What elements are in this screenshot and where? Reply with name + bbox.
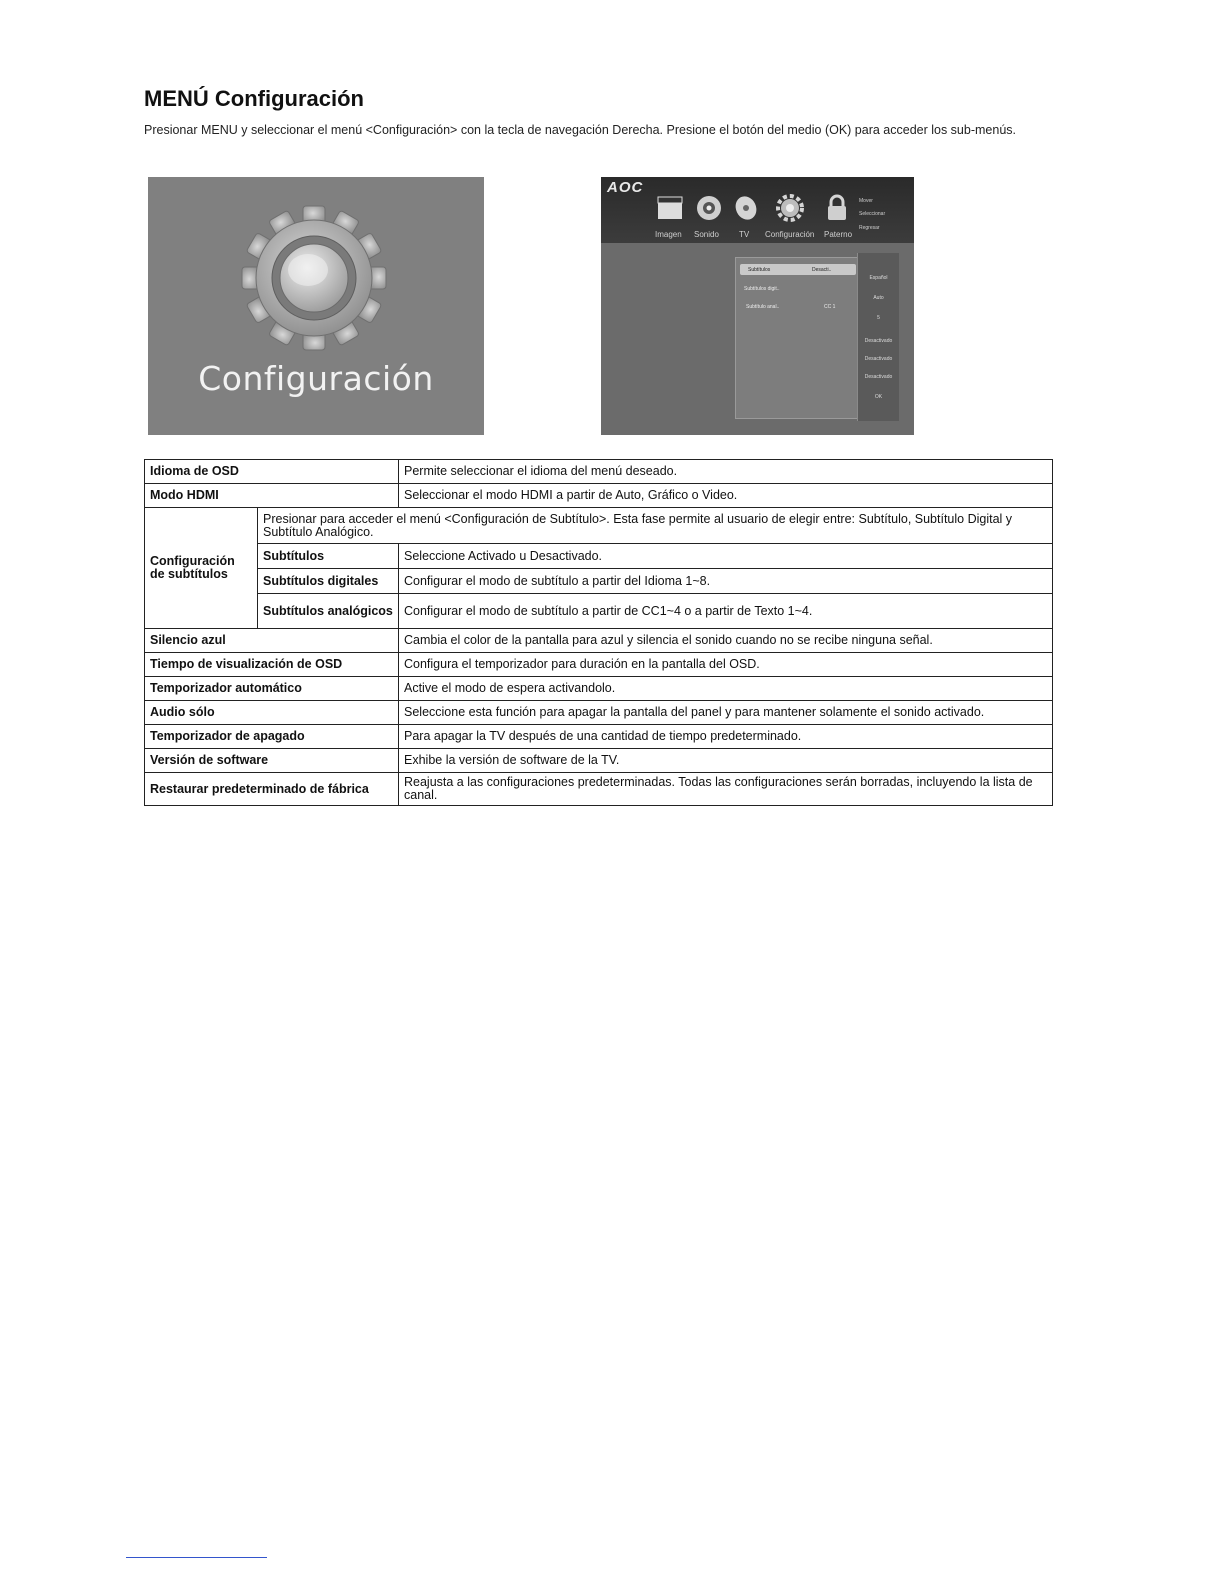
table-row (145, 677, 1053, 701)
page-title: MENÚ Configuración (144, 86, 364, 111)
osd-side-item: Auto (873, 295, 884, 301)
row-label: Temporizador automático (145, 677, 399, 701)
clapperboard-icon (656, 193, 684, 223)
table-row (145, 484, 1053, 508)
table-row (145, 773, 1053, 806)
row-label: Restaurar predeterminado de fábrica (145, 773, 399, 806)
osd-side-item: OK (874, 394, 883, 400)
satellite-dish-icon (732, 193, 760, 223)
gear-icon (776, 193, 804, 223)
osd-side-values (857, 253, 899, 421)
settings-table (144, 459, 1053, 806)
osd-top-bar (601, 177, 914, 243)
row-label: Silencio azul (145, 629, 399, 653)
osd-row-analog (740, 304, 856, 315)
group-label: Configuración de subtítulos (145, 508, 258, 629)
osd-legend-select: Seleccionar (859, 211, 886, 217)
table-row (145, 749, 1053, 773)
row-desc: Active el modo de espera activandolo. (399, 677, 1053, 701)
osd-tab-configuracion: Configuración (765, 230, 815, 239)
row-desc: Configurar el modo de subtítulo a partir de CC1~4 o a partir de Texto 1~4. (399, 594, 1053, 629)
osd-side-item: Español (869, 275, 888, 281)
row-label: Tiempo de visualización de OSD (145, 653, 399, 677)
osd-row-value: CC 1 (824, 304, 836, 310)
osd-side-item: Desactivado (864, 356, 893, 362)
row-desc: Configura el temporizador para duración en la pantalla del OSD. (399, 653, 1053, 677)
padlock-icon (823, 193, 851, 223)
table-row (145, 629, 1053, 653)
table-row (145, 508, 1053, 544)
footnote-rule (126, 1557, 267, 1558)
intro-paragraph: Presionar MENU y seleccionar el menú <Configuración> con la tecla de navegación Derecha. Presione el botón del medio (OK) para acceder los sub-menús. (144, 123, 1016, 137)
row-desc: Permite seleccionar el idioma del menú deseado. (399, 460, 1053, 484)
row-desc: Cambia el color de la pantalla para azul y silencia el sonido cuando no se recibe ninguna señal. (399, 629, 1053, 653)
row-desc: Seleccione Activado u Desactivado. (399, 544, 1053, 569)
osd-row-label: Subtítulos digit.. (744, 286, 780, 292)
row-desc: Configurar el modo de subtítulo a partir del Idioma 1~8. (399, 569, 1053, 594)
row-label: Temporizador de apagado (145, 725, 399, 749)
table-row (145, 544, 1053, 569)
osd-selected-row (740, 264, 856, 275)
table-row (145, 569, 1053, 594)
osd-tab-imagen: Imagen (655, 230, 682, 239)
group-intro: Presionar para acceder el menú <Configuración de Subtítulo>. Esta fase permite al usuario de elegir entre: Subtítulo, Subtítulo Digital y Subtítulo Analógico. (258, 508, 1053, 544)
row-desc: Exhibe la versión de software de la TV. (399, 749, 1053, 773)
osd-legend-move: Mover (859, 198, 873, 204)
splash-label: Configuración (198, 359, 434, 398)
row-label: Versión de software (145, 749, 399, 773)
row-label: Modo HDMI (145, 484, 399, 508)
osd-selected-label: Subtítulos (748, 267, 771, 273)
osd-legend-back: Regresar (859, 225, 880, 231)
row-desc: Seleccionar el modo HDMI a partir de Auto, Gráfico o Video. (399, 484, 1053, 508)
osd-selected-value: Desacti.. (812, 267, 832, 273)
osd-row-label: Subtítulo anal.. (746, 304, 780, 310)
table-row (145, 460, 1053, 484)
osd-side-item: 5 (877, 315, 880, 321)
row-desc: Para apagar la TV después de una cantidad de tiempo predeterminado. (399, 725, 1053, 749)
osd-subtitle-panel (735, 257, 861, 419)
osd-row-digital (740, 286, 856, 297)
row-label: Idioma de OSD (145, 460, 399, 484)
table-row (145, 701, 1053, 725)
row-desc: Reajusta a las configuraciones predeterminadas. Todas las configuraciones serán borradas, incluyendo la lista de canal. (399, 773, 1053, 806)
row-label: Audio sólo (145, 701, 399, 725)
table-row (145, 653, 1053, 677)
aoc-logo: AOC (607, 179, 644, 196)
table-row (145, 594, 1053, 629)
row-desc: Seleccione esta función para apagar la pantalla del panel y para mantener solamente el sonido activado. (399, 701, 1053, 725)
configuracion-splash-image (148, 177, 484, 435)
table-row (145, 725, 1053, 749)
row-label: Subtítulos analógicos (258, 594, 399, 629)
row-label: Subtítulos digitales (258, 569, 399, 594)
osd-side-item: Desactivado (864, 338, 893, 344)
tv-osd-screenshot (601, 177, 914, 435)
osd-tab-tv: TV (739, 230, 750, 239)
osd-tab-sonido: Sonido (694, 230, 719, 239)
speaker-icon (695, 193, 723, 223)
row-label: Subtítulos (258, 544, 399, 569)
osd-side-item: Desactivado (864, 374, 893, 380)
osd-tab-paterno: Paterno (824, 230, 853, 239)
